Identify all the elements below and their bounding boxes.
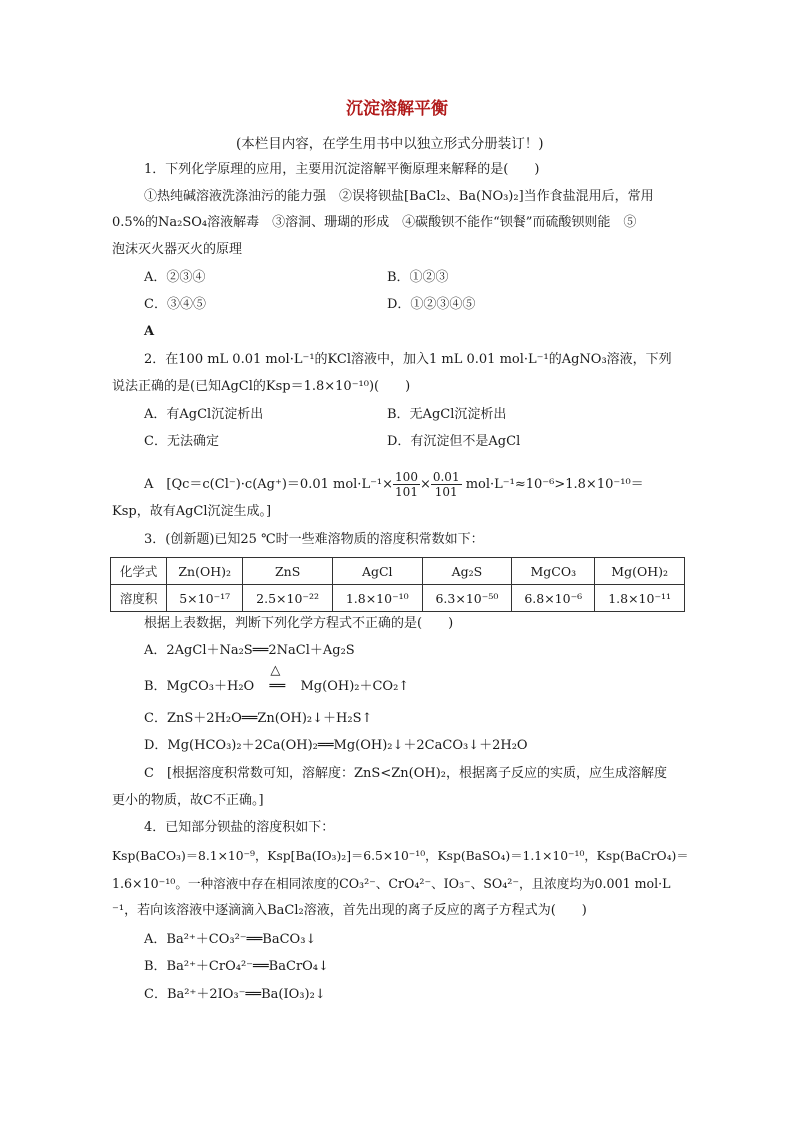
ksp-table [110, 557, 685, 612]
q2-answer-prefix: A [Qc＝c(Cl⁻)·c(Ag⁺)＝0.01 mol·L⁻¹× [144, 477, 394, 492]
q3-option-b [144, 663, 410, 697]
q3-answer-line2: 更小的物质，故C不正确。] [112, 793, 264, 808]
q4-stem: 4．已知部分钡盐的溶度积如下： [144, 820, 335, 835]
q3-answer-line1: C [根据溶度积常数可知，溶解度：ZnS<Zn(OH)₂，根据离子反应的实质，应生成溶解度 [144, 766, 667, 781]
page-title: 沉淀溶解平衡 [346, 99, 448, 119]
q2-option-d: D．有沉淀但不是AgCl [387, 434, 521, 449]
q2-fraction-1 [393, 470, 420, 499]
q4-line2: 1.6×10⁻¹⁰。一种溶液中存在相同浓度的CO₃²⁻、CrO₄²⁻、IO₃⁻、SO₄²⁻，且浓度均为0.001 mol·L [112, 876, 671, 891]
q1-line2: 0.5%的Na₂SO₄溶液解毒 ③溶洞、珊瑚的形成 ④碳酸钡不能作“钡餐”而硫酸钡则能 ⑤ [112, 215, 637, 230]
heating-equation-arrow [258, 663, 296, 697]
q2-option-b: B．无AgCl沉淀析出 [387, 407, 507, 422]
table-cell: 2.5×10⁻²² [243, 585, 333, 612]
q2-fraction-2-denominator: 101 [434, 485, 458, 499]
table-cell: 溶度积 [111, 585, 167, 612]
q3-option-d: D．Mg(HCO₃)₂＋2Ca(OH)₂══Mg(OH)₂↓＋2CaCO₃↓＋2H₂O [144, 738, 528, 753]
q2-times-sign: × [419, 477, 431, 492]
table-row [111, 585, 685, 612]
table-cell: 1.8×10⁻¹¹ [595, 585, 685, 612]
q2-answer-line2: Ksp，故有AgCl沉淀生成。] [112, 504, 272, 519]
q2-fraction-2 [431, 470, 462, 499]
q4-option-c: C．Ba²⁺＋2IO₃⁻══Ba(IO₃)₂↓ [144, 987, 326, 1002]
q3-stem: 3．(创新题)已知25 ℃时一些难溶物质的溶度积常数如下： [144, 532, 484, 547]
page-subtitle: (本栏目内容，在学生用书中以独立形式分册装订！) [236, 136, 544, 152]
q2-fraction-2-numerator: 0.01 [432, 470, 460, 484]
q1-option-a: A．②③④ [144, 270, 206, 285]
q3-option-a: A．2AgCl＋Na₂S══2NaCl＋Ag₂S [144, 643, 355, 658]
q1-option-d: D．①②③④⑤ [387, 297, 476, 312]
table-header-row [111, 558, 685, 585]
q2-stem-line1: 2．在100 mL 0.01 mol·L⁻¹的KCl溶液中，加入1 mL 0.01 mol·L⁻¹的AgNO₃溶液，下列 [144, 352, 672, 367]
q1-line1: ①热纯碱溶液洗涤油污的能力强 ②误将钡盐[BaCl₂、Ba(NO₃)₂]当作食盐混用后，常用 [144, 189, 654, 204]
table-cell: ZnS [243, 558, 333, 585]
table-cell: 6.8×10⁻⁶ [512, 585, 595, 612]
q2-option-a: A．有AgCl沉淀析出 [144, 407, 264, 422]
q1-option-c: C．③④⑤ [144, 297, 206, 312]
heat-triangle-icon: △ [270, 663, 281, 678]
equals-arrow: ══ [269, 679, 286, 694]
q2-answer-suffix: mol·L⁻¹≈10⁻⁶>1.8×10⁻¹⁰＝ [461, 477, 644, 492]
table-cell: Zn(OH)₂ [167, 558, 243, 585]
q2-option-c: C．无法确定 [144, 434, 219, 449]
q2-answer-line1 [144, 468, 644, 502]
q2-stem-line2: 说法正确的是(已知AgCl的Ksp＝1.8×10⁻¹⁰)( ) [112, 379, 411, 394]
table-cell: Ag₂S [422, 558, 512, 585]
table-cell: AgCl [332, 558, 422, 585]
table-cell: Mg(OH)₂ [595, 558, 685, 585]
q1-line3: 泡沫灭火器灭火的原理 [112, 242, 243, 257]
q4-option-b: B．Ba²⁺＋CrO₄²⁻══BaCrO₄↓ [144, 959, 329, 974]
table-cell: MgCO₃ [512, 558, 595, 585]
table-cell: 6.3×10⁻⁵⁰ [422, 585, 512, 612]
table-cell: 1.8×10⁻¹⁰ [332, 585, 422, 612]
q2-fraction-1-numerator: 100 [395, 470, 418, 484]
q2-fraction-1-denominator: 101 [395, 485, 418, 499]
q3-option-b-right: Mg(OH)₂＋CO₂↑ [300, 679, 410, 694]
table-cell: 5×10⁻¹⁷ [167, 585, 243, 612]
q3-ask: 根据上表数据，判断下列化学方程式不正确的是( ) [144, 616, 454, 631]
q4-option-a: A．Ba²⁺＋CO₃²⁻══BaCO₃↓ [144, 932, 317, 947]
q3-option-c: C．ZnS＋2H₂O══Zn(OH)₂↓＋H₂S↑ [144, 711, 373, 726]
table-cell: 化学式 [111, 558, 167, 585]
q4-line1: Ksp(BaCO₃)＝8.1×10⁻⁹，Ksp[Ba(IO₃)₂]＝6.5×10⁻¹⁰，Ksp(BaSO₄)＝1.1×10⁻¹⁰，Ksp(BaCrO₄)＝ [112, 849, 689, 863]
q4-line3: ⁻¹，若向该溶液中逐滴滴入BaCl₂溶液，首先出现的离子反应的离子方程式为( ) [112, 903, 587, 918]
q3-option-b-left: B．MgCO₃＋H₂O [144, 679, 255, 694]
q1-answer: A [144, 324, 155, 339]
q1-option-b: B．①②③ [387, 270, 449, 285]
q1-stem: 1．下列化学原理的应用，主要用沉淀溶解平衡原理来解释的是( ) [144, 162, 540, 177]
